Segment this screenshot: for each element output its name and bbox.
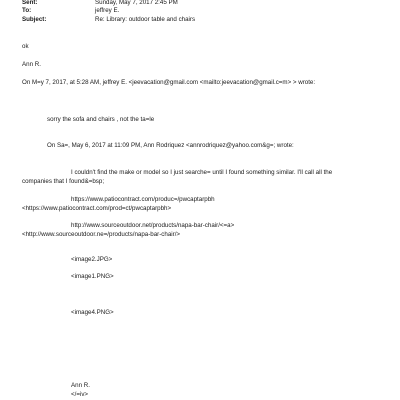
subject-label: Subject:	[22, 16, 47, 23]
to-value: jeffrey E.	[95, 7, 120, 14]
link1-url[interactable]: https://www.patiocontract.com/produc=/pwcaptarpbh	[71, 196, 215, 203]
attachment-image2: <image2.JPG>	[71, 256, 113, 263]
quote2-line2: companies that I found&=bsp;	[22, 178, 105, 185]
to-label: To:	[22, 7, 32, 14]
signoff-name: Ann R.	[22, 61, 41, 68]
sent-value: Sunday, May 7, 2017 2:45 PM	[95, 0, 178, 6]
reply-text: ok	[22, 43, 29, 50]
attachment-image4: <image4.PNG>	[71, 309, 114, 316]
quote1-header: On M=y 7, 2017, at 5:28 AM, jeffrey E. <jeevacation@gmail.com <mailto:jeevacation@gmail.c=m> > wrote:	[22, 79, 316, 86]
quote1-text: sorry the sofa and chairs , not the ta=le	[47, 116, 155, 123]
closing-tag: </=iv>	[71, 391, 89, 398]
link1-url-bracketed[interactable]: <https://www.patiocontract.com/prod=ct/pwcaptarpbh>	[22, 205, 172, 212]
attachment-image1: <image1.PNG>	[71, 273, 114, 280]
link2-url[interactable]: http://www.sourceoutdoor.net/products/napa-bar-chair/<=a>	[71, 222, 235, 229]
quote2-header: On Sa=, May 6, 2017 at 11:09 PM, Ann Rodriquez <annrodriquez@yahoo.com&g=; wrote:	[47, 142, 294, 149]
quote2-line1: I couldn't find the make or model so I just searche= until I found something similar. I'll call all the	[71, 169, 333, 176]
link2-url-bracketed[interactable]: <http://www.sourceoutdoor.ne=/products/napa-bar-chair/>	[22, 231, 181, 238]
closing-name: Ann R.	[71, 382, 90, 389]
sent-label: Sent:	[22, 0, 38, 6]
subject-value: Re: Library: outdoor table and chairs	[95, 16, 196, 23]
